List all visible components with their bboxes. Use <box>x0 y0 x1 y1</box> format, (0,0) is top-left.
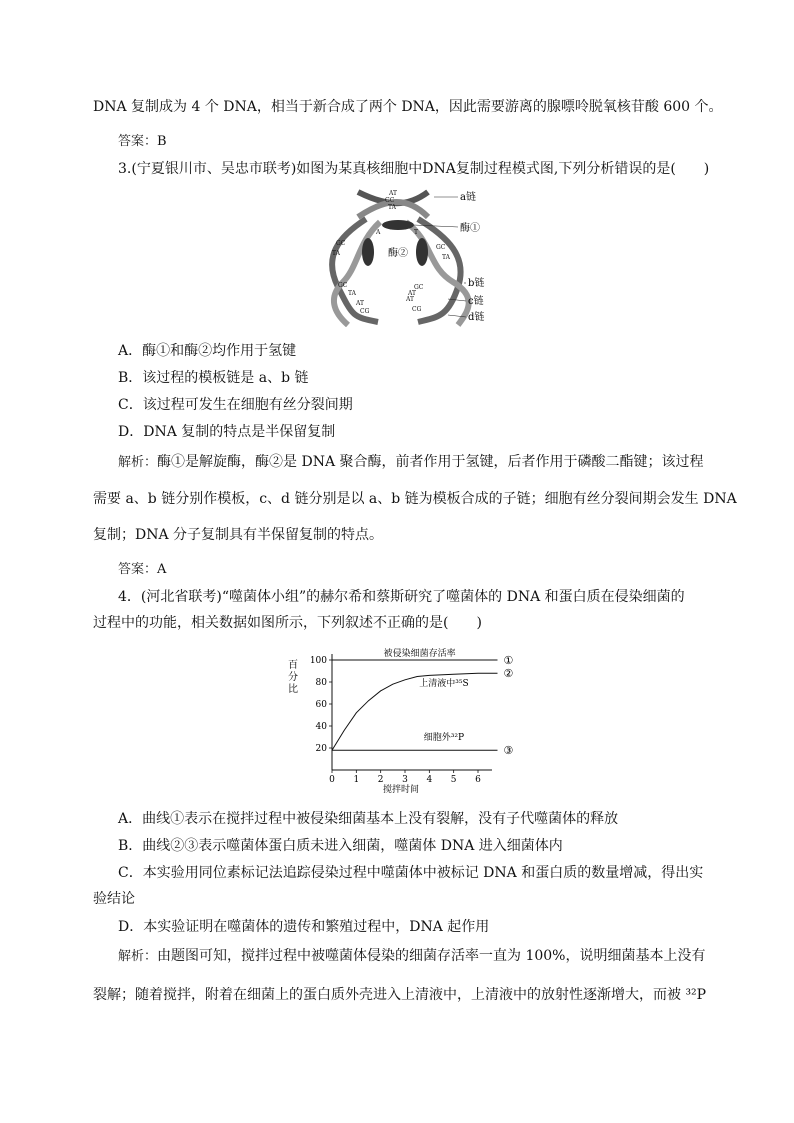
explanation-3-line-1 <box>118 453 704 472</box>
svg-text:GC: GC <box>338 282 348 289</box>
x-tick-label: 2 <box>377 775 384 785</box>
x-tick-label: 1 <box>353 775 360 785</box>
series-marker: ① <box>503 654 514 667</box>
explanation-3-line-2: 需要 a、b 链分别作模板，c、d 链分别是以 a、b 链为模板合成的子链；细胞有丝分裂间期会发生 DNA <box>93 491 737 507</box>
enzyme-2-left <box>362 238 374 266</box>
svg-text:TA: TA <box>388 204 397 211</box>
svg-text:TA: TA <box>348 290 357 297</box>
answer-label: 答案： <box>118 562 158 577</box>
label-d-chain: d链 <box>468 312 485 323</box>
enzyme-2-right <box>416 238 428 266</box>
label-a-chain: a链 <box>460 192 476 203</box>
svg-text:AT: AT <box>408 290 417 297</box>
y-axis-label-char: 分 <box>288 672 298 683</box>
series-name-label: 细胞外³²P <box>423 733 465 744</box>
answer-label: 答案： <box>118 134 158 149</box>
option-3b: B．该过程的模板链是 a、b 链 <box>118 370 309 386</box>
option-3a: A．酶①和酶②均作用于氢键 <box>118 343 297 359</box>
svg-text:CG: CG <box>360 308 370 315</box>
answer-value: A <box>157 562 167 577</box>
label-enzyme-1: 酶① <box>460 223 480 234</box>
explanation-4-line-2: 裂解；随着搅拌，附着在细菌上的蛋白质外壳进入上清液中，上清液中的放射性逐渐增大，而被 ³²P <box>93 987 707 1003</box>
option-4d: D．本实验证明在噬菌体的遗传和繁殖过程中，DNA 起作用 <box>118 919 490 935</box>
svg-text:AT: AT <box>356 300 365 307</box>
svg-text:CG: CG <box>412 306 422 313</box>
question-4-line-2: 过程中的功能，相关数据如图所示，下列叙述不正确的是( ) <box>93 615 482 631</box>
svg-text:A: A <box>376 229 381 236</box>
svg-text:TA: TA <box>332 250 341 257</box>
option-3c: C．该过程可发生在细胞有丝分裂间期 <box>118 397 353 413</box>
y-tick-label: 100 <box>309 656 327 666</box>
dna-replication-figure <box>318 187 498 327</box>
explanation-label: 解析： <box>118 949 158 964</box>
option-4b: B．曲线②③表示噬菌体蛋白质未进入细菌，噬菌体 DNA 进入细菌体内 <box>118 838 563 854</box>
x-tick-label: 6 <box>475 775 481 785</box>
y-axis-label-char: 百 <box>288 660 298 671</box>
series-name-label: 上清液中³⁵S <box>419 679 469 690</box>
svg-text:GC: GC <box>436 244 446 251</box>
series-marker: ② <box>503 667 514 681</box>
explanation-text: 由题图可知，搅拌过程中被噬菌体侵染的细菌存活率一直为 100%，说明细菌基本上没有 <box>157 948 706 964</box>
explanation-label: 解析： <box>118 455 158 470</box>
explanation-text: 酶①是解旋酶，酶②是 DNA 聚合酶，前者作用于氢键，后者作用于磷酸二酯键；该过程 <box>157 454 704 470</box>
question-3: 3.(宁夏银川市、吴忠市联考)如图为某真核细胞中DNA复制过程模式图,下列分析错误的是( ) <box>118 161 710 177</box>
option-4a: A．曲线①表示在搅拌过程中被侵染细菌基本上没有裂解，没有子代噬菌体的释放 <box>118 811 619 827</box>
text-line: DNA 复制成为 4 个 DNA，相当于新合成了两个 DNA，因此需要游离的腺嘌呤脱氧核苷酸 600 个。 <box>93 99 723 115</box>
answer-value: B <box>157 134 167 149</box>
series-marker: ③ <box>503 744 514 758</box>
y-tick-label: 40 <box>315 722 327 732</box>
answer-line <box>118 132 167 151</box>
svg-text:AT: AT <box>406 296 415 303</box>
option-3d: D．DNA 复制的特点是半保留复制 <box>118 424 336 440</box>
x-tick-label: 5 <box>450 775 457 785</box>
option-4c-line-1: C．本实验用同位素标记法追踪侵染过程中噬菌体中被标记 DNA 和蛋白质的数量增减，得出实 <box>118 865 704 881</box>
y-tick-label: 80 <box>315 678 327 688</box>
phage-experiment-chart <box>280 648 525 796</box>
svg-text:TA: TA <box>442 254 451 261</box>
x-axis-label: 搅拌时间 <box>382 785 420 795</box>
label-b-chain: b链 <box>468 278 485 289</box>
svg-text:AT: AT <box>389 190 398 197</box>
explanation-3-line-3: 复制；DNA 分子复制具有半保留复制的特点。 <box>93 527 384 543</box>
y-axis-label-char: 比 <box>288 684 298 695</box>
x-tick-label: 3 <box>402 775 408 785</box>
label-enzyme-2: 酶② <box>388 248 408 259</box>
series-line <box>332 673 498 750</box>
question-4-line-1: 4．(河北省联考)“噬菌体小组”的赫尔希和蔡斯研究了噬菌体的 DNA 和蛋白质在侵染细菌的 <box>118 589 685 605</box>
svg-text:GC: GC <box>414 284 424 291</box>
label-c-chain: c链 <box>468 296 484 307</box>
series-name-label: 被侵染细菌存活率 <box>383 649 456 659</box>
explanation-4-line-1 <box>118 947 706 966</box>
option-4c-line-2: 验结论 <box>93 891 135 907</box>
x-tick-label: 0 <box>329 775 335 785</box>
svg-text:GC: GC <box>385 197 395 204</box>
svg-text:T: T <box>414 229 419 236</box>
y-tick-label: 60 <box>315 700 327 710</box>
answer-line <box>118 560 166 579</box>
enzyme-1 <box>382 220 414 230</box>
y-tick-label: 20 <box>315 744 327 754</box>
x-tick-label: 4 <box>426 775 433 785</box>
svg-text:GC: GC <box>336 240 346 247</box>
